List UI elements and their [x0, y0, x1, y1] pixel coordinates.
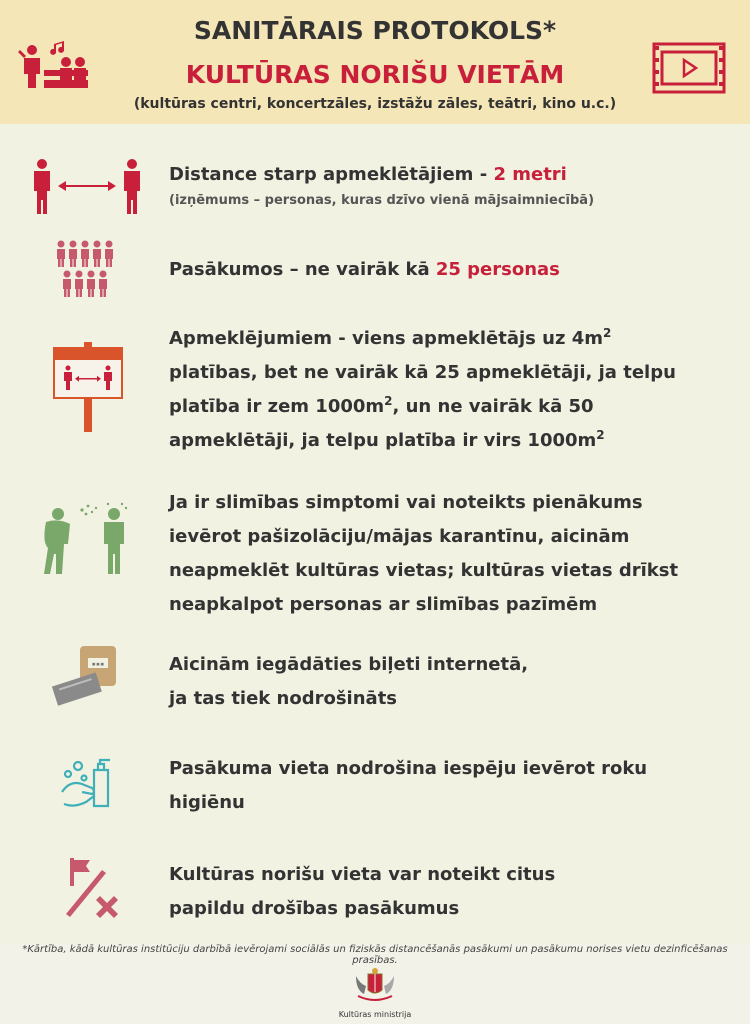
item-distance-text: Distance starp apmeklētājiem -	[169, 164, 494, 185]
item-tickets-line1: Aicinām iegādāties biļeti internetā,	[169, 654, 529, 675]
header-banner	[0, 0, 750, 124]
film-play-icon	[652, 42, 726, 94]
item-distance	[169, 158, 729, 210]
ministry-name: Kultūras ministrija	[338, 1010, 412, 1019]
item-tickets	[169, 648, 729, 716]
item-area-line3: platība ir zem 1000m	[169, 396, 385, 417]
footnote: *Kārtība, kādā kultūras institūciju darbībā ievērojami sociālās un fiziskās distancēšanās pasākumi un pasākumu norises vietu dezinficēšanas prasības.	[22, 944, 728, 966]
item-max-persons	[169, 253, 729, 287]
item-area-limits	[169, 322, 729, 458]
page-subtitle: KULTŪRAS NORIŠU VIETĀM	[185, 60, 565, 89]
item-symptoms-line2: ievērot pašizolāciju/mājas karantīnu, aicinām	[169, 526, 630, 547]
item-area-sup3: 2	[384, 394, 393, 408]
sign-distance-icon	[50, 340, 126, 434]
item-hygiene-line1: Pasākuma vieta nodrošina iespēju ievērot roku	[169, 758, 648, 779]
item-symptoms-line4: neapkalpot personas ar slimības pazīmēm	[169, 594, 598, 615]
item-extra-line1: Kultūras norišu vieta var noteikt citus	[169, 864, 556, 885]
item-symptoms	[169, 486, 729, 622]
item-area-line3b: , un ne vairāk kā 50	[392, 396, 594, 417]
coat-of-arms-logo	[350, 966, 400, 1008]
svg-text:▪▪▪: ▪▪▪	[91, 660, 105, 668]
item-area-sup1: 2	[603, 326, 612, 340]
flag-cross-icon	[62, 856, 118, 920]
hand-wash-icon	[58, 752, 118, 812]
item-tickets-line2: ja tas tiek nodrošināts	[169, 688, 398, 709]
item-symptoms-line1: Ja ir slimības simptomi vai noteikts pienākums	[169, 492, 643, 513]
item-area-line2: platības, bet ne vairāk kā 25 apmeklētāji, ja telpu	[169, 362, 676, 383]
item-area-sup4: 2	[596, 428, 605, 442]
item-max-persons-text: Pasākumos – ne vairāk kā	[169, 259, 436, 280]
page-title: SANITĀRAIS PROTOKOLS*	[193, 16, 557, 45]
item-hygiene-line2: higiēnu	[169, 792, 245, 813]
sick-people-icon	[38, 500, 134, 576]
item-symptoms-line3: neapmeklēt kultūras vietas; kultūras vietas drīkst	[169, 560, 679, 581]
item-extra-measures	[169, 858, 729, 926]
item-distance-highlight: 2 metri	[493, 164, 567, 185]
item-hygiene	[169, 752, 729, 820]
item-area-line4: apmeklētāji, ja telpu platība ir virs 1000m	[169, 430, 597, 451]
scope-note: (kultūras centri, koncertzāles, izstāžu zāles, teātri, kino u.c.)	[133, 96, 617, 112]
item-extra-line2: papildu drošības pasākumus	[169, 898, 460, 919]
item-area-line1: Apmeklējumiem - viens apmeklētājs uz 4m	[169, 328, 603, 349]
item-max-persons-highlight: 25 personas	[435, 259, 560, 280]
distance-icon	[28, 158, 146, 216]
item-distance-note: (izņēmums – personas, kuras dzīvo vienā mājsaimniecībā)	[169, 193, 595, 208]
ticket-icon	[50, 644, 118, 706]
crowd-icon	[56, 240, 120, 300]
